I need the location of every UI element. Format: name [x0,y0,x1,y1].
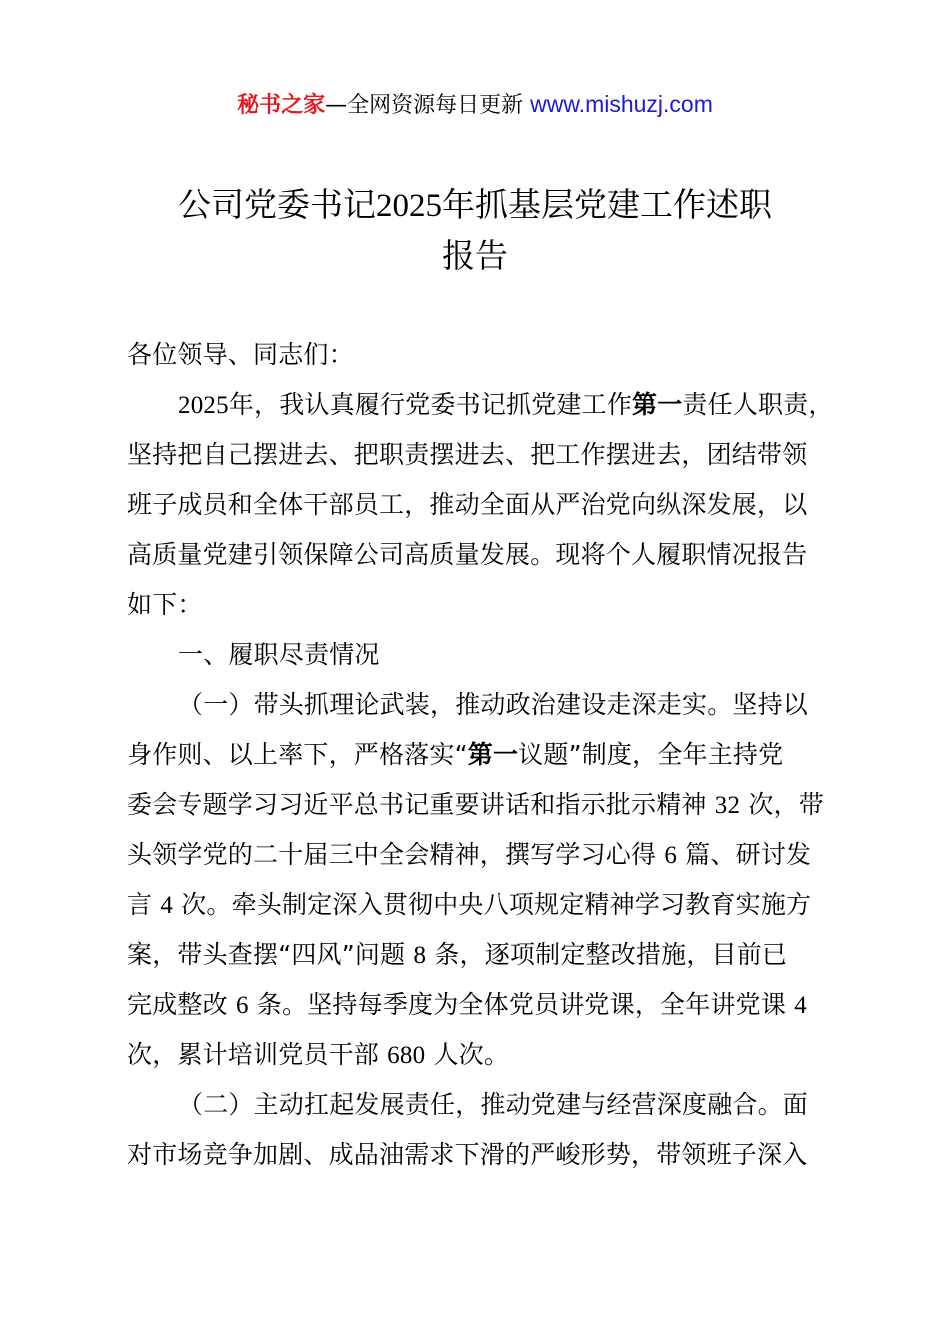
number: 4 [794,992,807,1019]
text-line [127,830,847,880]
text: 案，带头查摆“四风”问题 [127,940,406,969]
text-line: 如下： [127,590,203,619]
text: 人次。 [433,1040,510,1069]
text-line [127,780,847,830]
text-line: 高质量党建引领保障公司高质量发展。现将个人履职情况报告 [127,540,808,569]
text: 年，我认真履行党委书记抓党建工作 [228,390,633,419]
banner-url-link[interactable]: www.mishuzj.com [530,91,713,117]
title-line-2: 报告 [442,236,508,275]
banner-brand: 秘书之家 [237,93,326,118]
text-line [127,1030,847,1080]
text-line: （二）主动扛起发展责任，推动党建与经营深度融合。面 [178,1090,809,1119]
text: 身作则、以上率下，严格落实“ [127,740,468,769]
title-text: 年抓基层党建工作述职 [442,185,772,224]
banner-tagline: —全网资源每日更新 [325,93,524,118]
text: 完成整改 [127,990,228,1019]
text-line: 班子成员和全体干部员工，推动全面从严治党向纵深发展，以 [127,490,808,519]
text: 条。坚持每季度为全体党员讲党课，全年讲党课 [256,990,787,1019]
number: 6 [664,842,678,869]
text-line [127,930,847,980]
text: 次，带 [748,790,824,819]
text-line: 坚持把自己摆进去、把职责摆进去、把工作摆进去，团结带领 [127,440,808,469]
bold-text: 第一 [467,740,519,769]
text: 头领学党的二十届三中全会精神，撰写学习心得 [127,840,657,869]
number: 8 [413,942,427,969]
text: 次，累计培训党员干部 [127,1040,380,1069]
number: 680 [387,1042,426,1069]
text-line: （一）带头抓理论武装，推动政治建设走深走实。坚持以 [178,690,809,719]
text: 篇、研讨发 [685,840,812,869]
number: 6 [235,992,249,1019]
number: 32 [714,792,741,819]
number: 4 [160,892,174,919]
text: 次。牵头制定深入贯彻中央八项规定精神学习教育实施方 [181,890,812,919]
text-line [127,980,847,1030]
year: 2025 [178,392,229,419]
document-title [0,180,950,281]
text: 委会专题学习习近平总书记重要讲话和指示批示精神 [127,790,707,819]
text-line: 对市场竞争加剧、成品油需求下滑的严峻形势，带领班子深入 [127,1140,808,1169]
site-banner [0,88,950,122]
text: 言 [127,890,153,919]
text-line [127,730,847,780]
bold-text: 第一 [632,390,683,419]
title-text: 公司党委书记 [178,185,376,224]
section-heading: 一、履职尽责情况 [178,640,380,669]
text: 议题”制度，全年主持党 [518,740,784,769]
text-line [127,880,847,930]
title-year: 2025 [376,188,442,224]
text: 责任人职责， [682,390,834,419]
salutation: 各位领导、同志们： [127,340,354,369]
text-line [178,380,898,430]
text: 条，逐项制定整改措施，目前已 [434,940,788,969]
title-line-1 [0,180,950,231]
